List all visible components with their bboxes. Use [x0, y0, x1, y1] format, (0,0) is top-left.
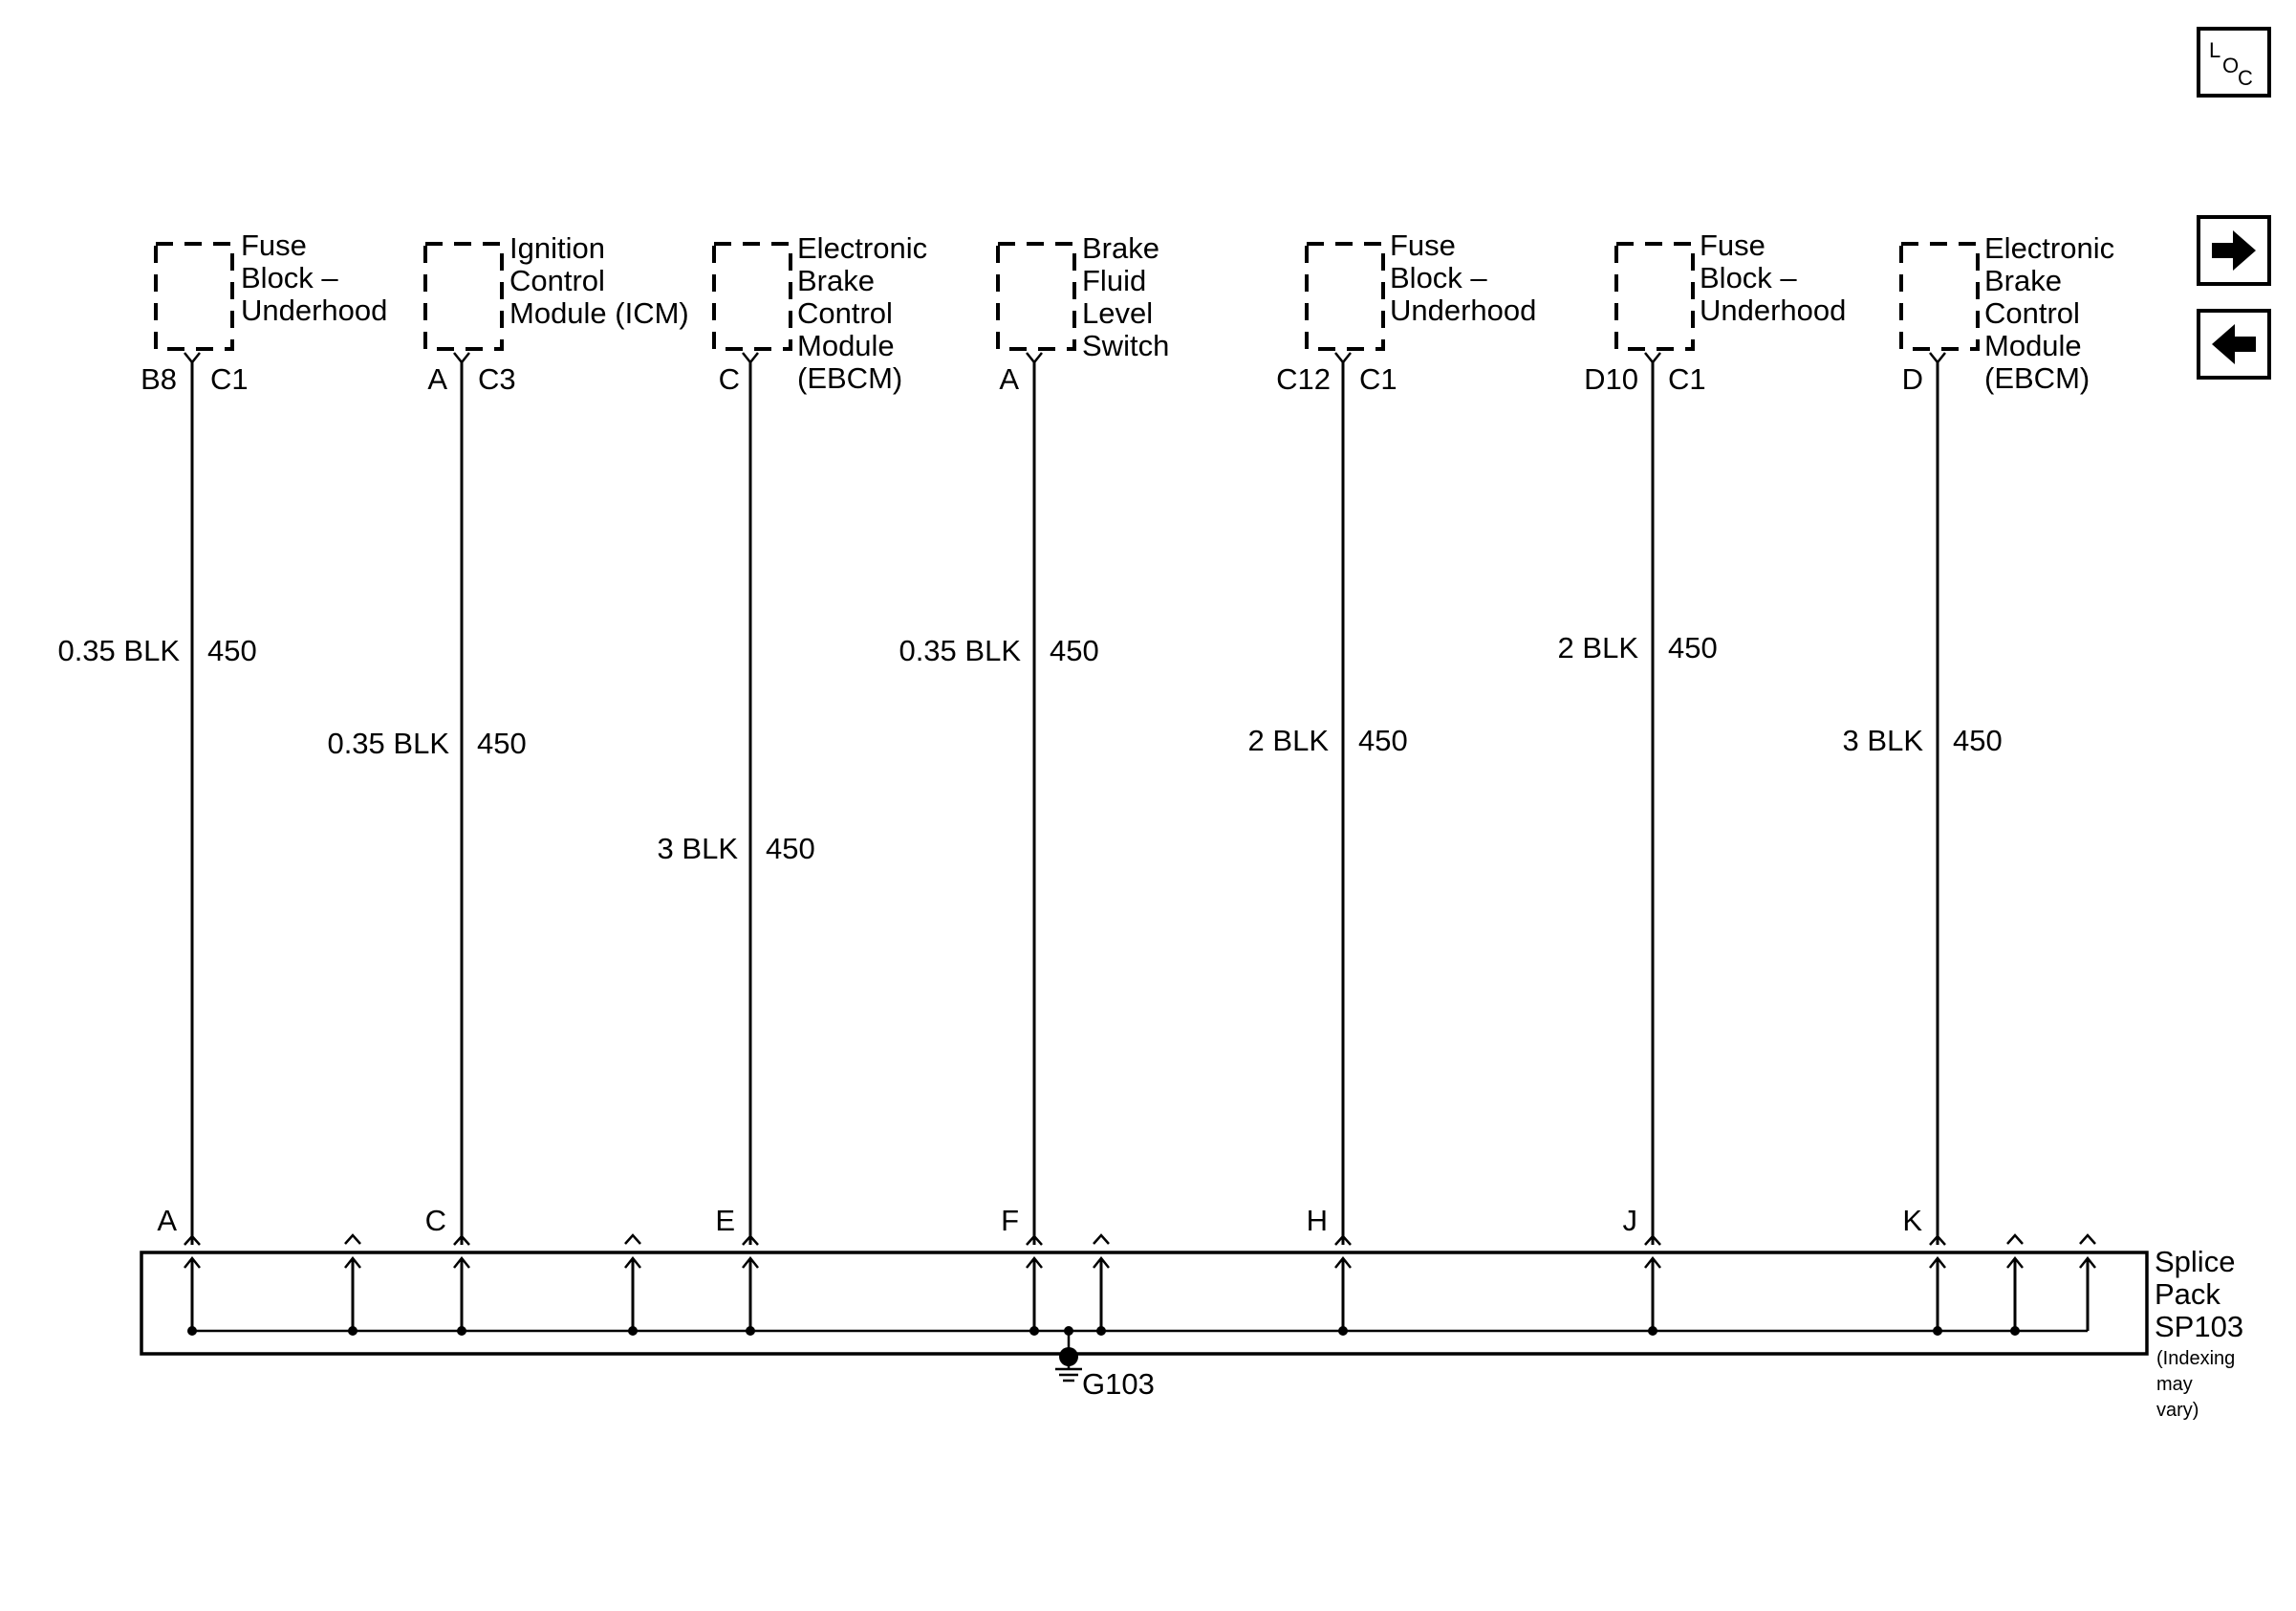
pin-label: C — [718, 362, 740, 396]
component-label-5: (EBCM) — [1984, 361, 2090, 395]
circuit-fuse-block-c12 — [1248, 229, 1537, 1336]
circuit-number: 450 — [477, 727, 527, 760]
component-label-2: Block – — [1390, 261, 1487, 294]
component-label-3: Control — [797, 296, 893, 330]
splice-node — [187, 1326, 197, 1336]
component-label-2: Control — [509, 264, 605, 297]
splice-pack-label-3: SP103 — [2155, 1310, 2244, 1343]
splice-node — [2010, 1326, 2020, 1336]
component-label-1: Fuse — [1390, 229, 1456, 262]
splice-node — [628, 1326, 638, 1336]
splice-pin-label: J — [1622, 1204, 1637, 1237]
connector-label: C3 — [478, 362, 516, 396]
component-label-3: Control — [1984, 296, 2080, 330]
splice-caret — [2007, 1235, 2023, 1244]
splice-node — [1648, 1326, 1657, 1336]
component-label-2: Brake — [797, 264, 875, 297]
component-label-1: Ignition — [509, 231, 605, 265]
component-box — [1307, 244, 1383, 349]
connector-terminal — [454, 353, 469, 362]
location-button[interactable] — [2199, 29, 2269, 96]
wire-size-color: 0.35 BLK — [327, 727, 449, 760]
connector-terminal — [1645, 353, 1660, 362]
circuit-ebcm-d — [1843, 231, 2115, 1336]
component-label-2: Fluid — [1082, 264, 1147, 297]
pin-label: D10 — [1584, 362, 1638, 396]
ground-label: G103 — [1082, 1367, 1155, 1401]
component-label-1: Electronic — [1984, 231, 2115, 265]
pin-label: B8 — [141, 362, 177, 396]
back-button[interactable] — [2199, 311, 2269, 378]
ground-g103 — [1055, 1331, 1155, 1401]
component-box — [714, 244, 791, 349]
component-label-1: Brake — [1082, 231, 1159, 265]
splice-caret — [2080, 1235, 2095, 1244]
splice-pack-label-1: Splice — [2155, 1245, 2236, 1278]
component-label-1: Fuse — [1700, 229, 1765, 262]
component-label-2: Block – — [241, 261, 338, 294]
splice-pack-label-2: Pack — [2155, 1277, 2220, 1311]
circuit-brake-fluid-switch-a — [899, 231, 1169, 1336]
component-label-3: Underhood — [241, 294, 388, 327]
component-label-1: Fuse — [241, 229, 307, 262]
forward-button[interactable] — [2199, 217, 2269, 284]
connector-label: C1 — [1668, 362, 1706, 396]
circuit-fuse-block-d10 — [1558, 229, 1847, 1336]
component-label-3: Underhood — [1700, 294, 1847, 327]
pin-label: A — [999, 362, 1019, 396]
component-box — [425, 244, 502, 349]
component-label-2: Block – — [1700, 261, 1797, 294]
circuit-number: 450 — [1050, 634, 1099, 667]
component-box — [156, 244, 232, 349]
splice-pin-label: E — [715, 1204, 735, 1237]
connector-terminal — [1027, 353, 1042, 362]
component-label-4: Module — [797, 329, 895, 362]
component-label-3: Module (ICM) — [509, 296, 689, 330]
splice-node — [1064, 1326, 1073, 1336]
wire-size-color: 3 BLK — [657, 832, 738, 865]
component-label-4: Module — [1984, 329, 2082, 362]
connector-terminal — [743, 353, 758, 362]
splice-note-3: vary) — [2156, 1400, 2199, 1421]
unused-splice-pins — [345, 1235, 2095, 1336]
splice-node — [1096, 1326, 1106, 1336]
circuit-number: 450 — [1358, 724, 1408, 757]
splice-note-1: (Indexing — [2156, 1348, 2236, 1369]
splice-node — [348, 1326, 357, 1336]
component-box — [1901, 244, 1978, 349]
circuit-number: 450 — [766, 832, 815, 865]
splice-pin-label: H — [1306, 1204, 1328, 1237]
component-label-3: Level — [1082, 296, 1154, 330]
connector-terminal — [184, 353, 200, 362]
splice-pin-label: A — [157, 1204, 177, 1237]
splice-pin-label: F — [1001, 1204, 1019, 1237]
loc-label-l: L — [2209, 38, 2221, 62]
splice-pack-box — [141, 1252, 2147, 1354]
connector-terminal — [1335, 353, 1351, 362]
wire-size-color: 2 BLK — [1557, 631, 1638, 664]
splice-node — [746, 1326, 755, 1336]
circuit-number: 450 — [1668, 631, 1718, 664]
wire-size-color: 3 BLK — [1842, 724, 1923, 757]
splice-pin-label: C — [424, 1204, 446, 1237]
loc-label-o: O — [2222, 54, 2240, 77]
circuit-icm-a — [327, 231, 688, 1336]
splice-node — [1338, 1326, 1348, 1336]
connector-label: C1 — [210, 362, 249, 396]
component-label-5: (EBCM) — [797, 361, 903, 395]
pin-label: C12 — [1276, 362, 1331, 396]
splice-node — [457, 1326, 466, 1336]
component-box — [998, 244, 1074, 349]
wire-size-color: 0.35 BLK — [57, 634, 180, 667]
splice-note-2: may — [2156, 1374, 2193, 1395]
splice-caret — [1094, 1235, 1109, 1244]
splice-node — [1029, 1326, 1039, 1336]
wire-size-color: 2 BLK — [1247, 724, 1329, 757]
splice-pin-label: K — [1902, 1204, 1922, 1237]
splice-node — [1933, 1326, 1942, 1336]
pin-label: D — [1901, 362, 1923, 396]
component-label-2: Brake — [1984, 264, 2062, 297]
pin-label: A — [427, 362, 447, 396]
connector-terminal — [1930, 353, 1945, 362]
splice-caret — [345, 1235, 360, 1244]
component-box — [1616, 244, 1693, 349]
circuit-number: 450 — [207, 634, 257, 667]
circuit-number: 450 — [1953, 724, 2003, 757]
component-label-4: Switch — [1082, 329, 1170, 362]
wire-size-color: 0.35 BLK — [899, 634, 1021, 667]
loc-label-c: C — [2238, 66, 2253, 90]
splice-caret — [625, 1235, 640, 1244]
circuit-fuse-block-b8 — [57, 229, 387, 1336]
connector-label: C1 — [1359, 362, 1397, 396]
circuit-ebcm-c — [658, 231, 928, 1336]
component-label-3: Underhood — [1390, 294, 1537, 327]
component-label-1: Electronic — [797, 231, 928, 265]
